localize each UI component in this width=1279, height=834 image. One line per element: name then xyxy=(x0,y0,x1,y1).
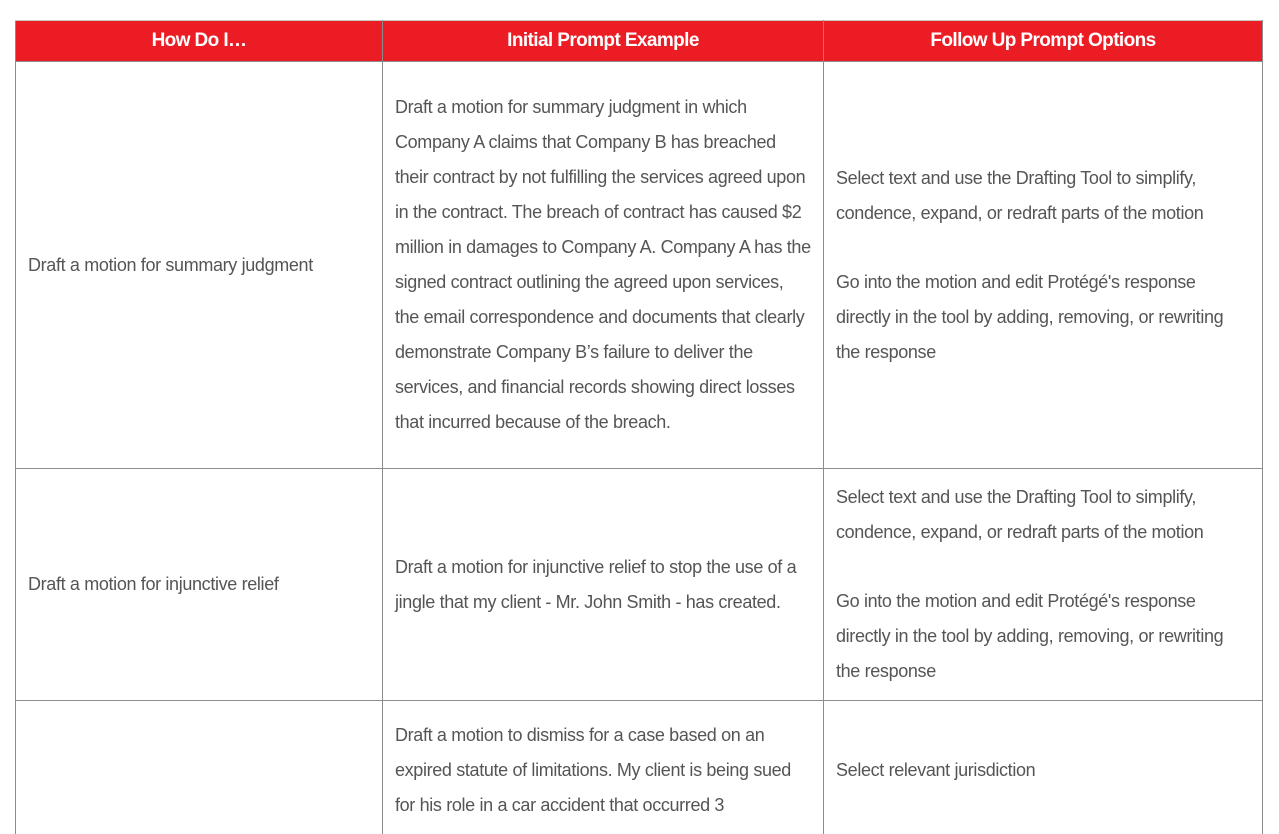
prompt-examples-table xyxy=(15,20,1263,834)
table-row xyxy=(16,701,1263,834)
initial-prompt-cell: Draft a motion to dismiss for a case based on an expired statute of limitations. My client is being sued for his role in a car accident that occurred 3 xyxy=(383,701,824,834)
how-cell: Draft a motion for injunctive relief xyxy=(16,469,383,701)
follow-up-option: Select text and use the Drafting Tool to simplify, condence, expand, or redraft parts of the motion xyxy=(836,487,1204,542)
follow-up-option: Go into the motion and edit Protégé's response directly in the tool by adding, removing, or rewriting the response xyxy=(836,591,1224,681)
follow-up-cell xyxy=(824,62,1263,469)
header-how-do-i: How Do I… xyxy=(16,21,383,62)
header-initial-prompt: Initial Prompt Example xyxy=(383,21,824,62)
follow-up-option: Go into the motion and edit Protégé's response directly in the tool by adding, removing, or rewriting the response xyxy=(836,271,1224,362)
header-follow-up: Follow Up Prompt Options xyxy=(824,21,1263,62)
table-header-row xyxy=(16,21,1263,62)
follow-up-cell xyxy=(824,701,1263,834)
table-row xyxy=(16,62,1263,469)
initial-prompt-cell: Draft a motion for injunctive relief to stop the use of a jingle that my client - Mr. John Smith - has created. xyxy=(383,469,824,701)
how-cell xyxy=(16,701,383,834)
initial-prompt-cell: Draft a motion for summary judgment in which Company A claims that Company B has breached their contract by not fulfilling the services agreed upon in the contract. The breach of contract has caused $2 million in damages to Company A. Company A has the signed contract outlining the agreed upon services, the email correspondence and documents that clearly demonstrate Company B’s failure to deliver the services, and financial records showing direct losses that incurred because of the breach. xyxy=(383,62,824,469)
how-cell: Draft a motion for summary judgment xyxy=(16,62,383,469)
follow-up-option: Select relevant jurisdiction xyxy=(836,760,1036,780)
prompt-table-container xyxy=(15,20,1262,834)
table-row xyxy=(16,469,1263,701)
follow-up-option: Select text and use the Drafting Tool to simplify, condence, expand, or redraft parts of the motion xyxy=(836,167,1204,223)
follow-up-cell xyxy=(824,469,1263,701)
